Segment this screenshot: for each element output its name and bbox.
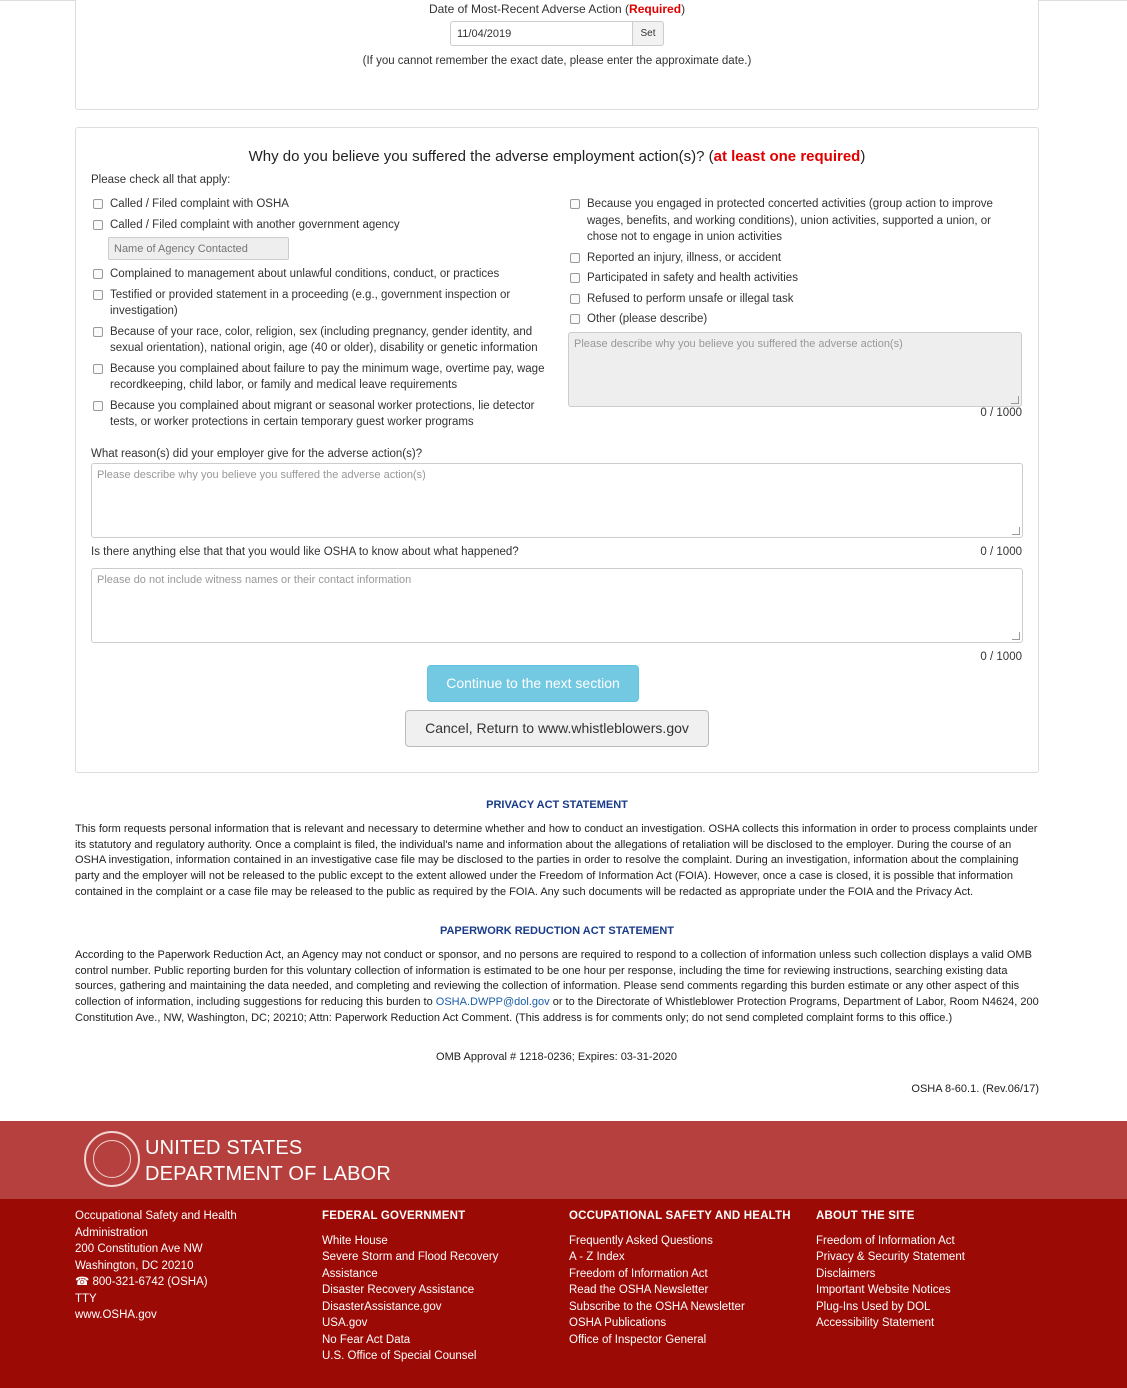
paperwork-act-body: [75, 948, 1039, 1027]
reason-checkbox-other[interactable]: [568, 311, 1024, 328]
checkbox[interactable]: [93, 269, 103, 279]
tty-line: TTY: [75, 1292, 97, 1305]
reasons-left-column: [91, 196, 551, 435]
footer-link[interactable]: U.S. Office of Special Counsel: [322, 1350, 477, 1362]
reason-label: Because you complained about failure to pay the minimum wage, overtime pay, wage recordkeeping, child labor, or family and medical leave requirements: [110, 362, 545, 391]
omb-approval: OMB Approval # 1218-0236; Expires: 03-31-2020: [436, 1051, 677, 1063]
resize-handle-icon[interactable]: [1012, 527, 1020, 535]
reason-label: Other (please describe): [587, 313, 708, 325]
other-char-counter: 0 / 1000: [980, 407, 1022, 419]
paperwork-text: According to the Paperwork Reduction Act, an Agency may not conduct or sponsor, and no persons are required to respond to a collection of information unless such collection displays a valid OMB control number. Public reporting burden for this voluntary collection of information is estimated to be one hour per response, including the time for reviewing instructions, searching existing data sources, gathering and maintaining the data needed, and completing and reviewing the collection of information. Please send comments regarding this burden estimate or any other aspect of this collection of information, including suggestions for reducing this burden to: [75, 949, 1032, 1009]
agency-name-input[interactable]: [108, 237, 289, 260]
footer-link[interactable]: Freedom of Information Act: [569, 1267, 708, 1280]
date-hint: (If you cannot remember the exact date, please enter the approximate date.): [362, 55, 752, 67]
reasons-required-marker: at least one required: [713, 148, 861, 165]
reason-label: Called / Filed complaint with another government agency: [110, 218, 400, 231]
dol-line-1: UNITED STATES: [145, 1137, 303, 1159]
reason-checkbox-testified[interactable]: [91, 287, 551, 320]
anything-else-label: Is there anything else that that you would like OSHA to know about what happened?: [91, 546, 519, 558]
textarea-placeholder: Please do not include witness names or their contact information: [97, 574, 412, 586]
footer-link[interactable]: A - Z Index: [569, 1251, 625, 1263]
paperwork-act-title: PAPERWORK REDUCTION ACT STATEMENT: [439, 925, 675, 937]
footer-link[interactable]: Privacy & Security Statement: [816, 1251, 965, 1263]
anything-else-char-counter: 0 / 1000: [980, 651, 1022, 663]
checkbox[interactable]: [93, 290, 103, 300]
reason-label: Because you engaged in protected concerted activities (group action to improve wages, benefits, and working conditions), union activities, supported a union, or chose not to engage in union activities: [587, 198, 993, 243]
form-number: OSHA 8-60.1. (Rev.06/17): [911, 1083, 1039, 1095]
footer-link[interactable]: DisasterAssistance.gov: [322, 1300, 442, 1313]
date-label: Date of Most-Recent Adverse Action (Required): [428, 2, 686, 16]
reason-checkbox-management[interactable]: [91, 266, 551, 283]
footer-link[interactable]: Plug-Ins Used by DOL: [816, 1300, 931, 1313]
reason-label: Called / Filed complaint with OSHA: [110, 198, 289, 210]
checkbox[interactable]: [570, 253, 580, 263]
reason-checkbox-wage[interactable]: [91, 361, 551, 394]
reason-checkbox-osha[interactable]: [91, 196, 551, 213]
footer-link[interactable]: Severe Storm and Flood Recovery Assistance: [322, 1251, 499, 1280]
footer-heading: FEDERAL GOVERNMENT: [322, 1210, 466, 1222]
footer-link[interactable]: Important Website Notices: [816, 1284, 951, 1296]
reason-checkbox-concerted[interactable]: [568, 196, 1024, 246]
address-line: Occupational Safety and Health Administration: [75, 1210, 237, 1239]
reason-label: Because of your race, color, religion, sex (including pregnancy, gender identity, and sexual orientation), national origin, age (40 or older), disability or genetic information: [110, 325, 538, 354]
footer-link[interactable]: White House: [322, 1234, 388, 1247]
footer-link[interactable]: OSHA Publications: [569, 1317, 667, 1329]
dol-logo-text[interactable]: [145, 1135, 391, 1187]
anything-else-textarea[interactable]: [91, 568, 1023, 643]
other-description-textarea[interactable]: [568, 332, 1022, 407]
footer-link[interactable]: Disclaimers: [816, 1267, 876, 1280]
footer-heading: ABOUT THE SITE: [816, 1210, 915, 1222]
checkbox[interactable]: [93, 401, 103, 411]
cancel-return-button[interactable]: Cancel, Return to www.whistleblowers.gov: [405, 710, 709, 747]
footer-address: [75, 1208, 275, 1324]
footer-link[interactable]: Disaster Recovery Assistance: [322, 1284, 475, 1296]
privacy-act-title: PRIVACY ACT STATEMENT: [486, 799, 628, 811]
seal-ring: [93, 1140, 131, 1178]
date-label-text: Date of Most-Recent Adverse Action: [428, 2, 622, 16]
address-line: Washington, DC 20210: [75, 1259, 194, 1272]
checkbox[interactable]: [570, 273, 580, 283]
footer-link[interactable]: No Fear Act Data: [322, 1333, 411, 1346]
reason-checkbox-injury[interactable]: [568, 250, 1024, 267]
footer-about-column: [816, 1208, 1016, 1332]
employer-reason-label: What reason(s) did your employer give for the adverse action(s)?: [91, 448, 423, 460]
footer-link[interactable]: Freedom of Information Act: [816, 1234, 955, 1247]
checkbox[interactable]: [570, 314, 580, 324]
required-marker: Required: [629, 2, 682, 16]
footer-osh-column: [569, 1208, 799, 1348]
date-panel: [75, 0, 1039, 110]
reasons-right-column: [568, 196, 1024, 332]
check-all-instruction: Please check all that apply:: [91, 174, 231, 186]
reason-label: Refused to perform unsafe or illegal task: [587, 292, 794, 305]
employer-reason-textarea[interactable]: [91, 463, 1023, 538]
reason-checkbox-other-agency[interactable]: [91, 217, 551, 234]
dol-seal-icon: [84, 1131, 140, 1187]
continue-button[interactable]: Continue to the next section: [427, 665, 639, 702]
checkbox[interactable]: [570, 199, 580, 209]
reason-checkbox-safety[interactable]: [568, 270, 1024, 287]
set-date-button[interactable]: Set: [632, 21, 664, 46]
reason-checkbox-refused[interactable]: [568, 291, 1024, 308]
footer-main: [0, 1199, 1127, 1388]
footer-link[interactable]: Read the OSHA Newsletter: [569, 1284, 709, 1296]
date-input-group: [450, 21, 664, 46]
checkbox[interactable]: [93, 220, 103, 230]
dol-line-2: DEPARTMENT OF LABOR: [145, 1163, 392, 1185]
phone-line: ☎ 800-321-6742 (OSHA): [75, 1276, 208, 1288]
reason-checkbox-discrimination[interactable]: [91, 324, 551, 357]
reason-label: Reported an injury, illness, or accident: [587, 251, 782, 264]
reason-label: Participated in safety and health activities: [587, 272, 798, 284]
reasons-title-text: Why do you believe you suffered the adverse employment action(s)?: [248, 148, 705, 165]
reason-label: Because you complained about migrant or seasonal worker protections, lie detector tests, or worker protections in certain temporary guest worker programs: [110, 399, 535, 428]
footer-link[interactable]: USA.gov: [322, 1317, 368, 1329]
footer-link[interactable]: Frequently Asked Questions: [569, 1234, 713, 1247]
reason-checkbox-migrant[interactable]: [91, 398, 551, 431]
reason-label: Complained to management about unlawful conditions, conduct, or practices: [110, 268, 500, 280]
dwpp-email-link[interactable]: OSHA.DWPP@dol.gov: [435, 996, 550, 1009]
footer-federal-column: [322, 1208, 522, 1365]
footer-heading: OCCUPATIONAL SAFETY AND HEALTH: [569, 1210, 791, 1222]
osha-site-link[interactable]: www.OSHA.gov: [75, 1309, 157, 1321]
adverse-action-date-input[interactable]: [450, 21, 632, 46]
reason-label: Testified or provided statement in a proceeding (e.g., government inspection or investigation): [110, 288, 511, 317]
footer-link[interactable]: Office of Inspector General: [569, 1333, 707, 1346]
footer-link[interactable]: Subscribe to the OSHA Newsletter: [569, 1300, 745, 1313]
footer-link[interactable]: Accessibility Statement: [816, 1317, 935, 1329]
checkbox[interactable]: [93, 199, 103, 209]
reasons-panel: [75, 127, 1039, 773]
checkbox[interactable]: [93, 327, 103, 337]
textarea-placeholder: Please describe why you believe you suffered the adverse action(s): [97, 469, 426, 481]
resize-handle-icon[interactable]: [1012, 632, 1020, 640]
employer-reason-char-counter: 0 / 1000: [980, 546, 1022, 558]
resize-handle-icon[interactable]: [1011, 396, 1019, 404]
address-line: 200 Constitution Ave NW: [75, 1243, 203, 1255]
privacy-act-body: This form requests personal information that is relevant and necessary to determine whether and how to conduct an investigation. OSHA collects this information in order to process complaints under its statutory and regulatory authority. Once a complaint is filed, the individual's name and information about the allegations of retaliation will be disclosed to the employer. During the course of an OSHA investigation, information contained in an investigative case file may be disclosed to the parties in order to resolve the complaint. During an investigation, information about the complaining party and the employer will not be released to the public except to the extent allowed under the Freedom of Information Act (FOIA). However, once a case is closed, it is possible that information contained in the complaint or a case file may be released to the public as required by the FOIA. Any such documents will be redacted as appropriate under the FOIA and the Privacy Act.: [75, 823, 1038, 898]
textarea-placeholder: Please describe why you believe you suffered the adverse action(s): [574, 338, 903, 350]
checkbox[interactable]: [93, 364, 103, 374]
reasons-title: Why do you believe you suffered the adverse employment action(s)? (at least one required): [248, 148, 866, 165]
checkbox[interactable]: [570, 294, 580, 304]
paperwork-text: or to the Directorate of Whistleblower Protection Programs, Department of Labor, Room N4624, 200 Constitution Ave., NW, Washington, DC; 20210; Attn: Paperwork Reduction Act Comment. (This address is for comments only; do not send completed complaint forms to this office.): [75, 996, 1039, 1024]
